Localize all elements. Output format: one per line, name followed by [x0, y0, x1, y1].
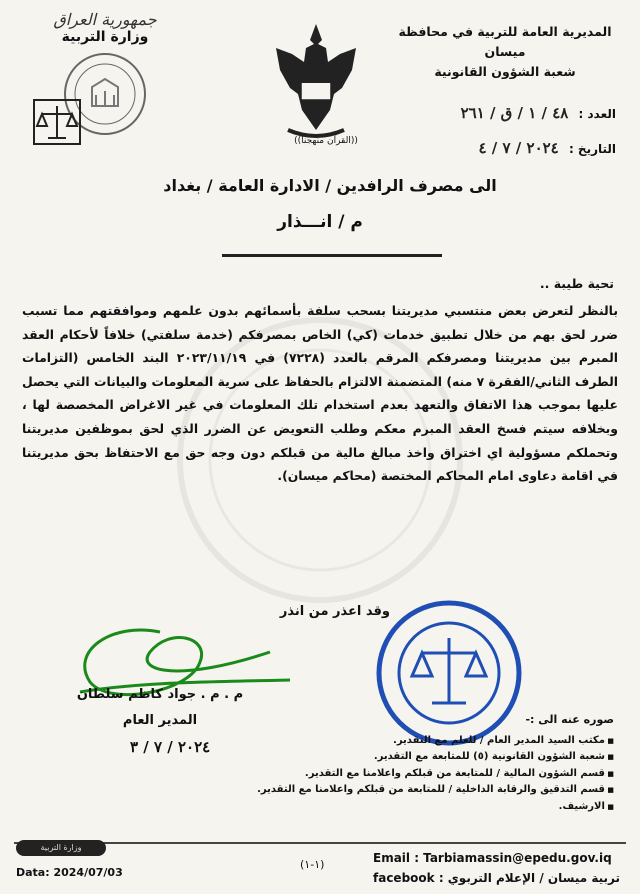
- list-item: ■ مكتب السيد المدير العام / للعلم مع التقدير.: [174, 733, 614, 750]
- letter-body: بالنظر لتعرض بعض منتسبي مديريتنا بسحب سلفة بأسمائهم بدون علمهم وموافقتهم مما تسبب ضرر لحق بهم من خلال تطبيق خدمات (كي) الخاص بمصرفكم (خدمة سلفتي) خلافاً لأحكام العقد المبرم بين مديريتنا ومصرفكم المرقم بالعدد (٧٢٢٨) في ٢٠٢٣/١١/١٩ البند الخامس (التزامات الطرف الثاني/الفقرة ٧ منه) المتضمنة الالتزام بالحفاظ على سرية المعلومات والبيانات التي يحصل عليها بموجب هذا الاتفاق والتعهد بعدم استخدام تلك المعلومات في غير الاغراض المخصصة لها ، وبخلافه سيتم فسخ العقد المبرم معكم وطلب التعويض عن الضرر الذي لحق بموظفين مديريتنا وتحملكم مسؤولية اي اختراق واخذ مبالغ مالية من قبلكم دون وجه حق مع الاحتفاظ بحق مديريتنا في اقامة دعاوى امام المحاكم المختصة (محاكم ميسان).: [22, 303, 619, 484]
- copies-title: صوره عنه الى :-: [525, 713, 614, 726]
- copies-list: [174, 733, 614, 816]
- closing-line: وقد اعذر من انذر: [279, 604, 390, 619]
- reference-block: [376, 96, 616, 166]
- data-date: Data: 2024/07/03: [16, 866, 123, 879]
- footer-email: Email : Tarbiamassin@epedu.gov.iq: [373, 851, 612, 865]
- footer-stamp: وزارة التربية: [16, 840, 106, 856]
- number-label: العدد :: [578, 107, 616, 121]
- watermark-seal-icon: [170, 310, 470, 610]
- greeting: تحية طيبة ..: [539, 276, 614, 291]
- list-item: ■ قسم الشؤون المالية / للمتابعة من قبلكم واعلامنا مع التقدير.: [174, 766, 614, 783]
- page-number: (١-١): [300, 858, 325, 871]
- eagle-emblem-icon: [268, 18, 364, 146]
- footer-divider: [14, 842, 626, 844]
- footer-facebook: تربية ميسان / الإعلام التربوي : facebook: [373, 871, 620, 885]
- signatory-title: المدير العام: [122, 713, 198, 728]
- republic-script: جمهورية العراق: [53, 10, 157, 29]
- org-line-1: المديرية العامة للتربية في محافظة ميسان: [398, 24, 612, 59]
- footer-contacts: [373, 848, 620, 888]
- reference-number: [376, 96, 616, 131]
- number-value: ٤٨ / ١ / ق / ٢٦١: [460, 104, 569, 122]
- ministry-name: وزارة التربية: [61, 29, 149, 45]
- list-item: ■ الارشيف.: [174, 799, 614, 816]
- org-line-2: شعبة الشؤون القانونية: [434, 64, 576, 79]
- date-value: ٢٠٢٤ / ٧ / ٤: [478, 139, 559, 157]
- addressee-line: الى مصرف الرافدين / الادارة العامة / بغداد: [163, 176, 497, 195]
- subject-line: م / انـــذار: [277, 212, 363, 232]
- scales-stamp-icon: [32, 98, 82, 146]
- signature-date: ٢٠٢٤ / ٧ / ٣: [130, 738, 211, 756]
- list-item: ■ شعبة الشؤون القانونية (٥) للمتابعة مع التقدير.: [174, 749, 614, 766]
- subject-underline: [222, 254, 442, 257]
- date-label: التاريخ :: [568, 142, 616, 156]
- motto-text: ((القرآن منهجنا)): [294, 136, 358, 146]
- copies-block: [174, 712, 614, 815]
- org-header: [390, 22, 620, 82]
- signatory-name: م . م . جواد كاظم سلطان: [76, 687, 244, 702]
- list-item: ■ قسم التدقيق والرقابة الداخلية / للمتابعة من قبلكم واعلامنا مع التقدير.: [174, 782, 614, 799]
- reference-date: [376, 131, 616, 166]
